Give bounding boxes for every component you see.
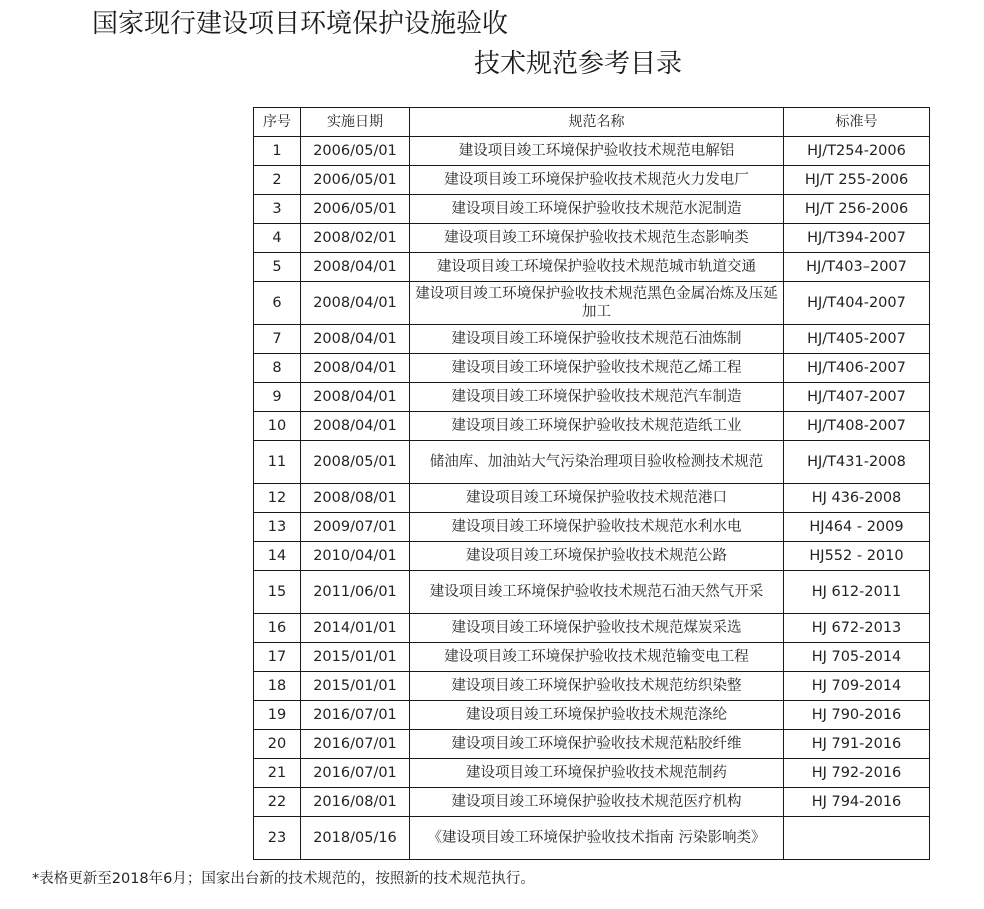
cell-date: 2018/05/16 — [301, 817, 410, 860]
table-row — [254, 224, 930, 253]
cell-index: 12 — [254, 484, 301, 513]
cell-index: 1 — [254, 137, 301, 166]
cell-index: 6 — [254, 282, 301, 325]
table-row — [254, 643, 930, 672]
cell-spec-name: 储油库、加油站大气污染治理项目验收检测技术规范 — [410, 441, 784, 484]
page-title-line-1: 国家现行建设项目环境保护设施验收 — [92, 9, 509, 39]
cell-standard-code: HJ464 - 2009 — [784, 513, 930, 542]
header-code: 标准号 — [784, 108, 930, 137]
table-row — [254, 542, 930, 571]
cell-date: 2010/04/01 — [301, 542, 410, 571]
cell-spec-name: 建设项目竣工环境保护验收技术规范火力发电厂 — [410, 166, 784, 195]
cell-standard-code: HJ 705-2014 — [784, 643, 930, 672]
cell-spec-name: 建设项目竣工环境保护验收技术规范水泥制造 — [410, 195, 784, 224]
header-index: 序号 — [254, 108, 301, 137]
cell-date: 2014/01/01 — [301, 614, 410, 643]
table-row — [254, 137, 930, 166]
cell-index: 8 — [254, 354, 301, 383]
cell-standard-code: HJ 436-2008 — [784, 484, 930, 513]
cell-date: 2016/07/01 — [301, 701, 410, 730]
cell-date: 2016/07/01 — [301, 759, 410, 788]
cell-date: 2016/07/01 — [301, 730, 410, 759]
cell-date: 2006/05/01 — [301, 137, 410, 166]
cell-standard-code — [784, 817, 930, 860]
cell-standard-code: HJ 794-2016 — [784, 788, 930, 817]
header-name: 规范名称 — [410, 108, 784, 137]
table-row — [254, 788, 930, 817]
cell-spec-name: 建设项目竣工环境保护验收技术规范城市轨道交通 — [410, 253, 784, 282]
table-row — [254, 253, 930, 282]
cell-spec-name: 建设项目竣工环境保护验收技术规范港口 — [410, 484, 784, 513]
cell-index: 23 — [254, 817, 301, 860]
cell-date: 2008/02/01 — [301, 224, 410, 253]
cell-standard-code: HJ 709-2014 — [784, 672, 930, 701]
cell-standard-code: HJ/T404-2007 — [784, 282, 930, 325]
table-row — [254, 701, 930, 730]
cell-spec-name: 建设项目竣工环境保护验收技术规范造纸工业 — [410, 412, 784, 441]
header-date: 实施日期 — [301, 108, 410, 137]
table-row — [254, 195, 930, 224]
cell-index: 4 — [254, 224, 301, 253]
cell-standard-code: HJ/T254-2006 — [784, 137, 930, 166]
cell-date: 2008/04/01 — [301, 412, 410, 441]
table-row — [254, 513, 930, 542]
table-row — [254, 614, 930, 643]
cell-spec-name: 建设项目竣工环境保护验收技术规范输变电工程 — [410, 643, 784, 672]
cell-spec-name: 建设项目竣工环境保护验收技术规范黑色金属冶炼及压延加工 — [410, 282, 784, 325]
cell-standard-code: HJ/T405-2007 — [784, 325, 930, 354]
table-row — [254, 484, 930, 513]
cell-index: 21 — [254, 759, 301, 788]
cell-spec-name: 建设项目竣工环境保护验收技术规范制药 — [410, 759, 784, 788]
cell-index: 16 — [254, 614, 301, 643]
cell-spec-name: 建设项目竣工环境保护验收技术规范乙烯工程 — [410, 354, 784, 383]
cell-date: 2006/05/01 — [301, 166, 410, 195]
cell-spec-name: 建设项目竣工环境保护验收技术规范煤炭采选 — [410, 614, 784, 643]
cell-date: 2009/07/01 — [301, 513, 410, 542]
cell-standard-code: HJ 791-2016 — [784, 730, 930, 759]
cell-spec-name: 建设项目竣工环境保护验收技术规范生态影响类 — [410, 224, 784, 253]
cell-standard-code: HJ 612-2011 — [784, 571, 930, 614]
cell-date: 2008/05/01 — [301, 441, 410, 484]
cell-index: 5 — [254, 253, 301, 282]
cell-standard-code: HJ/T 255-2006 — [784, 166, 930, 195]
cell-index: 20 — [254, 730, 301, 759]
cell-index: 9 — [254, 383, 301, 412]
cell-date: 2008/04/01 — [301, 282, 410, 325]
cell-index: 17 — [254, 643, 301, 672]
cell-spec-name: 建设项目竣工环境保护验收技术规范涤纶 — [410, 701, 784, 730]
table-row — [254, 441, 930, 484]
table-header-row — [254, 108, 930, 137]
cell-spec-name: 建设项目竣工环境保护验收技术规范纺织染整 — [410, 672, 784, 701]
cell-index: 2 — [254, 166, 301, 195]
cell-spec-name: 建设项目竣工环境保护验收技术规范水利水电 — [410, 513, 784, 542]
cell-date: 2006/05/01 — [301, 195, 410, 224]
cell-date: 2016/08/01 — [301, 788, 410, 817]
cell-spec-name: 建设项目竣工环境保护验收技术规范粘胶纤维 — [410, 730, 784, 759]
table-row — [254, 166, 930, 195]
cell-index: 7 — [254, 325, 301, 354]
cell-standard-code: HJ/T407-2007 — [784, 383, 930, 412]
table-row — [254, 282, 930, 325]
cell-date: 2008/04/01 — [301, 383, 410, 412]
cell-index: 14 — [254, 542, 301, 571]
table-row — [254, 817, 930, 860]
spec-table — [253, 107, 930, 860]
cell-index: 15 — [254, 571, 301, 614]
cell-date: 2008/08/01 — [301, 484, 410, 513]
cell-index: 22 — [254, 788, 301, 817]
cell-date: 2011/06/01 — [301, 571, 410, 614]
cell-index: 13 — [254, 513, 301, 542]
table-row — [254, 354, 930, 383]
cell-spec-name: 建设项目竣工环境保护验收技术规范医疗机构 — [410, 788, 784, 817]
cell-date: 2008/04/01 — [301, 325, 410, 354]
cell-index: 3 — [254, 195, 301, 224]
cell-date: 2015/01/01 — [301, 643, 410, 672]
cell-standard-code: HJ/T394-2007 — [784, 224, 930, 253]
cell-spec-name: 建设项目竣工环境保护验收技术规范石油天然气开采 — [410, 571, 784, 614]
cell-standard-code: HJ/T403–2007 — [784, 253, 930, 282]
table-row — [254, 730, 930, 759]
table-row — [254, 412, 930, 441]
cell-index: 19 — [254, 701, 301, 730]
cell-standard-code: HJ 792-2016 — [784, 759, 930, 788]
cell-index: 10 — [254, 412, 301, 441]
cell-standard-code: HJ/T408-2007 — [784, 412, 930, 441]
cell-standard-code: HJ 790-2016 — [784, 701, 930, 730]
table-row — [254, 383, 930, 412]
page-title-line-2: 技术规范参考目录 — [474, 49, 683, 79]
cell-standard-code: HJ 672-2013 — [784, 614, 930, 643]
cell-standard-code: HJ/T 256-2006 — [784, 195, 930, 224]
cell-standard-code: HJ/T431-2008 — [784, 441, 930, 484]
cell-index: 11 — [254, 441, 301, 484]
table-row — [254, 672, 930, 701]
table-row — [254, 571, 930, 614]
footnote: *表格更新至2018年6月；国家出台新的技术规范的，按照新的技术规范执行。 — [32, 871, 535, 887]
cell-spec-name: 建设项目竣工环境保护验收技术规范石油炼制 — [410, 325, 784, 354]
table-body — [254, 137, 930, 860]
cell-date: 2015/01/01 — [301, 672, 410, 701]
cell-date: 2008/04/01 — [301, 354, 410, 383]
cell-date: 2008/04/01 — [301, 253, 410, 282]
cell-spec-name: 建设项目竣工环境保护验收技术规范公路 — [410, 542, 784, 571]
table-row — [254, 325, 930, 354]
cell-spec-name: 《建设项目竣工环境保护验收技术指南 污染影响类》 — [410, 817, 784, 860]
table-row — [254, 759, 930, 788]
cell-spec-name: 建设项目竣工环境保护验收技术规范汽车制造 — [410, 383, 784, 412]
cell-standard-code: HJ/T406-2007 — [784, 354, 930, 383]
cell-index: 18 — [254, 672, 301, 701]
cell-standard-code: HJ552 - 2010 — [784, 542, 930, 571]
cell-spec-name: 建设项目竣工环境保护验收技术规范电解铝 — [410, 137, 784, 166]
